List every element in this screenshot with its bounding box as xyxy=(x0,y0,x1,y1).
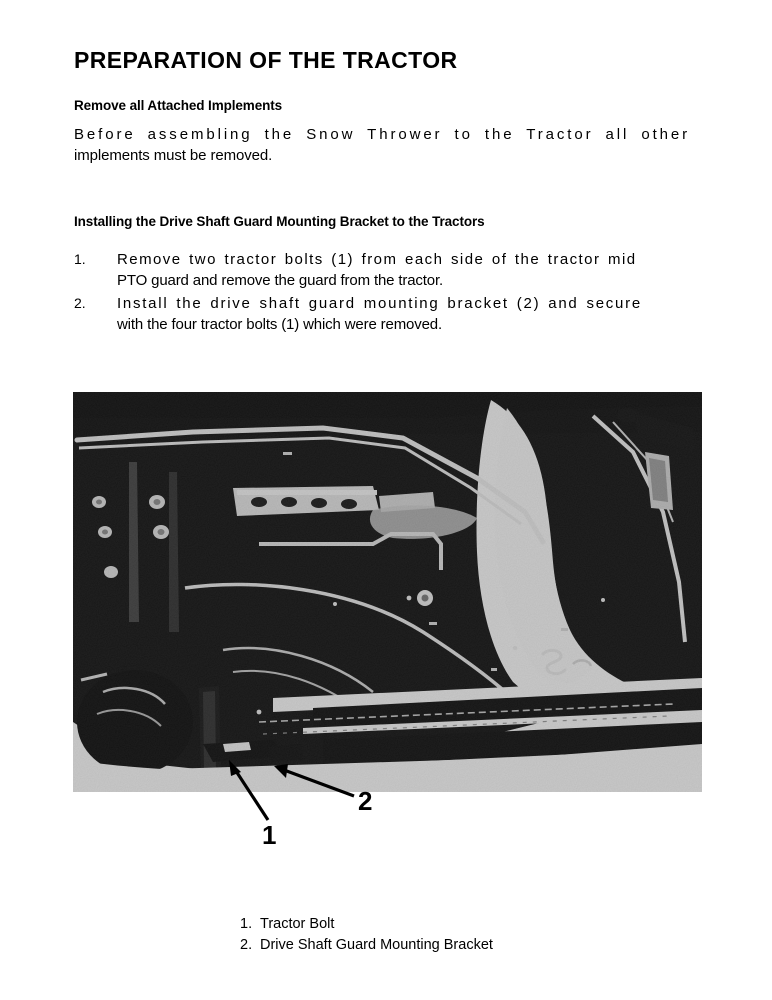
list-item xyxy=(74,293,722,335)
section-heading-remove-implements: Remove all Attached Implements xyxy=(74,98,283,114)
section-heading-installing-bracket: Installing the Drive Shaft Guard Mounting Bracket to the Tractors xyxy=(74,214,485,230)
legend-item xyxy=(240,935,493,956)
list-item-line-1: Install the drive shaft guard mounting bracket (2) and secure xyxy=(117,295,642,312)
instruction-list xyxy=(74,249,722,337)
list-item-number: 1. xyxy=(74,251,86,267)
callout-number-1: 1 xyxy=(262,820,277,850)
list-item-line-2: with the four tractor bolts (1) which were removed. xyxy=(117,316,442,333)
tractor-photograph xyxy=(73,392,702,792)
callout-number-2: 2 xyxy=(358,786,373,816)
legend-item-label: Drive Shaft Guard Mounting Bracket xyxy=(260,937,493,953)
list-item xyxy=(74,249,722,291)
intro-paragraph-line-2: implements must be removed. xyxy=(74,147,273,164)
list-item-line-1: Remove two tractor bolts (1) from each side of the tractor mid xyxy=(117,251,637,268)
list-item-line-2: PTO guard and remove the guard from the tractor. xyxy=(117,272,444,289)
legend-item-label: Tractor Bolt xyxy=(260,916,335,932)
legend-item xyxy=(240,914,493,935)
intro-paragraph xyxy=(74,124,710,166)
tractor-photograph-image xyxy=(73,392,702,792)
page-title: PREPARATION OF THE TRACTOR xyxy=(74,47,458,74)
list-item-number: 2. xyxy=(74,295,86,311)
intro-paragraph-line-1: Before assembling the Snow Thrower to the Tractor all other xyxy=(74,126,691,143)
figure-legend xyxy=(240,914,493,956)
legend-item-number: 1. xyxy=(240,916,253,932)
legend-item-number: 2. xyxy=(240,937,253,953)
